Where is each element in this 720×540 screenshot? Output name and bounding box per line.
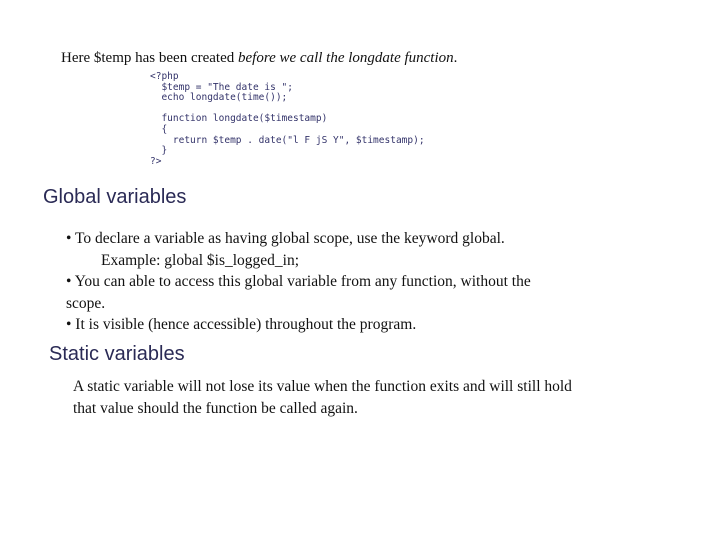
static-variables-heading: Static variables — [49, 343, 185, 365]
paragraph-line: A static variable will not lose its value when the function exits and will still hold — [73, 378, 572, 395]
code-line: $temp = "The date is "; — [150, 81, 293, 93]
code-line: ?> — [150, 155, 162, 167]
intro-italic-text: before we call the longdate function — [238, 50, 454, 66]
code-line: { — [150, 123, 168, 135]
code-snippet — [150, 72, 490, 172]
list-item: • To declare a variable as having global scope, use the keyword global. — [66, 230, 505, 247]
list-item-continuation: scope. — [66, 294, 106, 312]
static-variables-paragraph — [73, 376, 673, 419]
example-line: Example: global $is_logged_in; — [101, 251, 300, 269]
code-line: echo longdate(time()); — [150, 92, 288, 104]
intro-period: . — [453, 50, 458, 66]
list-item: • It is visible (hence accessible) throughout the program. — [66, 316, 417, 333]
intro-text: Here $temp has been created — [61, 50, 238, 66]
global-variables-heading: Global variables — [43, 186, 187, 208]
code-line: return $temp . date("l F jS Y", $timestamp); — [150, 134, 425, 146]
code-line: <?php — [150, 71, 179, 82]
paragraph-line: that value should the function be called again. — [73, 399, 358, 417]
intro-sentence — [61, 48, 457, 68]
global-variables-list — [66, 228, 626, 336]
list-item: • You can able to access this global variable from any function, without the — [66, 273, 531, 290]
code-line: } — [150, 145, 168, 157]
code-line: function longdate($timestamp) — [150, 113, 328, 125]
